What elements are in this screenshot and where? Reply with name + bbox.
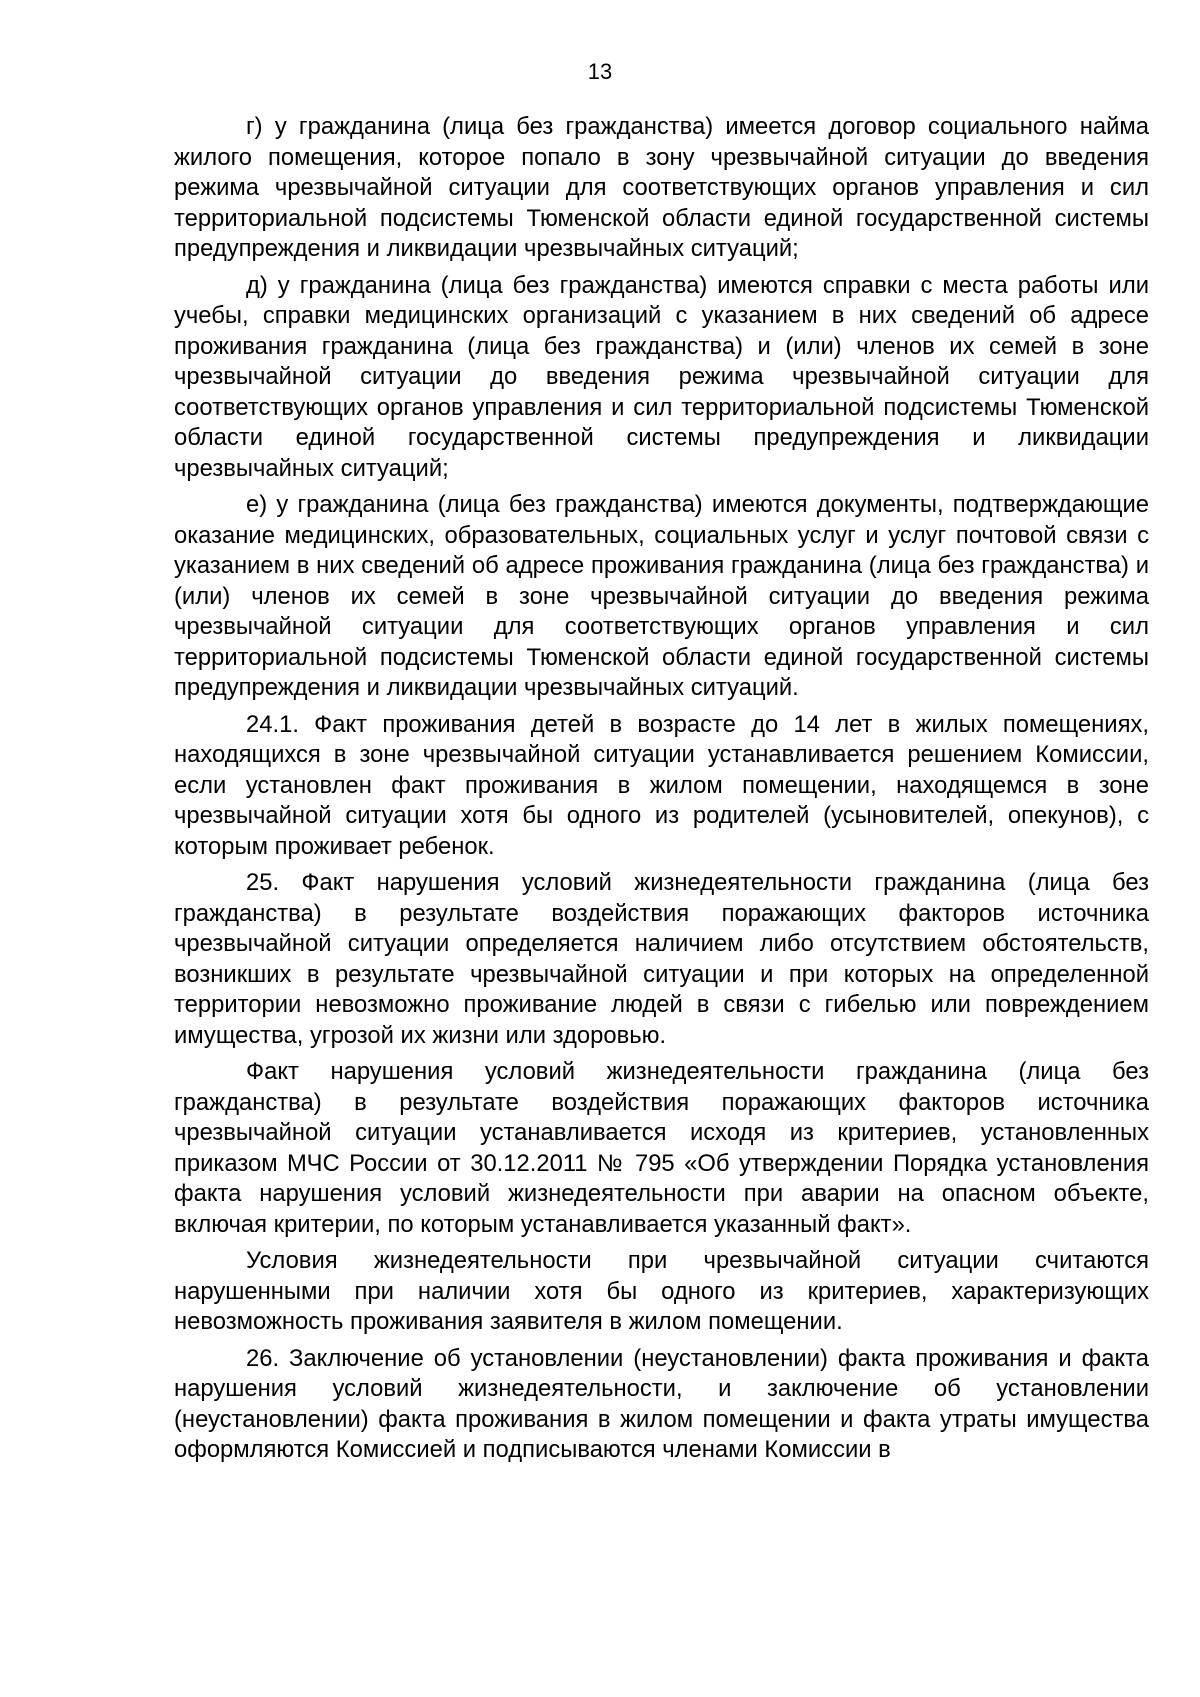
- document-body: [174, 112, 1149, 1472]
- paragraph-item-g: г) у гражданина (лица без гражданства) имеется договор социального найма жилого помещения, которое попало в зону чрезвычайной ситуации до введения режима чрезвычайной ситуации для соответствующих органов управления и сил территориальной подсистемы Тюменской области единой государственной системы предупреждения и ликвидации чрезвычайных ситуаций;: [174, 113, 1149, 262]
- paragraph-item-e: е) у гражданина (лица без гражданства) имеются документы, подтверждающие оказание медицинских, образовательных, социальных услуг и услуг почтовой связи с указанием в них сведений об адресе проживания гражданина (лица без гражданства) и (или) членов их семей в зоне чрезвычайной ситуации до введения режима чрезвычайной ситуации для соответствующих органов управления и сил территориальной подсистемы Тюменской области единой государственной системы предупреждения и ликвидации чрезвычайных ситуаций.: [174, 491, 1149, 701]
- paragraph-item-d: д) у гражданина (лица без гражданства) имеются справки с места работы или учебы, справки медицинских организаций с указанием в них сведений об адресе проживания гражданина (лица без гражданства) и (или) членов их семей в зоне чрезвычайной ситуации до введения режима чрезвычайной ситуации для соответствующих органов управления и сил территориальной подсистемы Тюменской области единой государственной системы предупреждения и ликвидации чрезвычайных ситуаций;: [174, 271, 1149, 482]
- paragraph-clause-24-1: 24.1. Факт проживания детей в возрасте до 14 лет в жилых помещениях, находящихся в зоне чрезвычайной ситуации устанавливается решением Комиссии, если установлен факт проживания в жилом помещении, находящемся в зоне чрезвычайной ситуации хотя бы одного из родителей (усыновителей, опекунов), с которым проживает ребенок.: [174, 710, 1149, 860]
- paragraph-clause-25-conditions: Условия жизнедеятельности при чрезвычайной ситуации считаются нарушенными при наличии хотя бы одного из критериев, характеризующих невозможность проживания заявителя в жилом помещении.: [174, 1247, 1149, 1335]
- page-number: 13: [587, 59, 613, 84]
- paragraph-clause-26: 26. Заключение об установлении (неустановлении) факта проживания и факта нарушения условий жизнедеятельности, и заключение об установлении (неустановлении) факта проживания в жилом помещении и факта утраты имущества оформляются Комиссией и подписываются членами Комиссии в: [174, 1344, 1149, 1463]
- paragraph-clause-25-criteria: Факт нарушения условий жизнедеятельности гражданина (лица без гражданства) в результате воздействия поражающих факторов источника чрезвычайной ситуации устанавливается исходя из критериев, установленных приказом МЧС России от 30.12.2011 № 795 «Об утверждении Порядка установления факта нарушения условий жизнедеятельности при аварии на опасном объекте, включая критерии, по которым устанавливается указанный факт».: [174, 1058, 1149, 1238]
- paragraph-clause-25: 25. Факт нарушения условий жизнедеятельности гражданина (лица без гражданства) в результате воздействия поражающих факторов источника чрезвычайной ситуации определяется наличием либо отсутствием обстоятельств, возникших в результате чрезвычайной ситуации и при которых на определенной территории невозможно проживание людей в связи с гибелью или повреждением имущества, угрозой их жизни или здоровью.: [174, 869, 1149, 1049]
